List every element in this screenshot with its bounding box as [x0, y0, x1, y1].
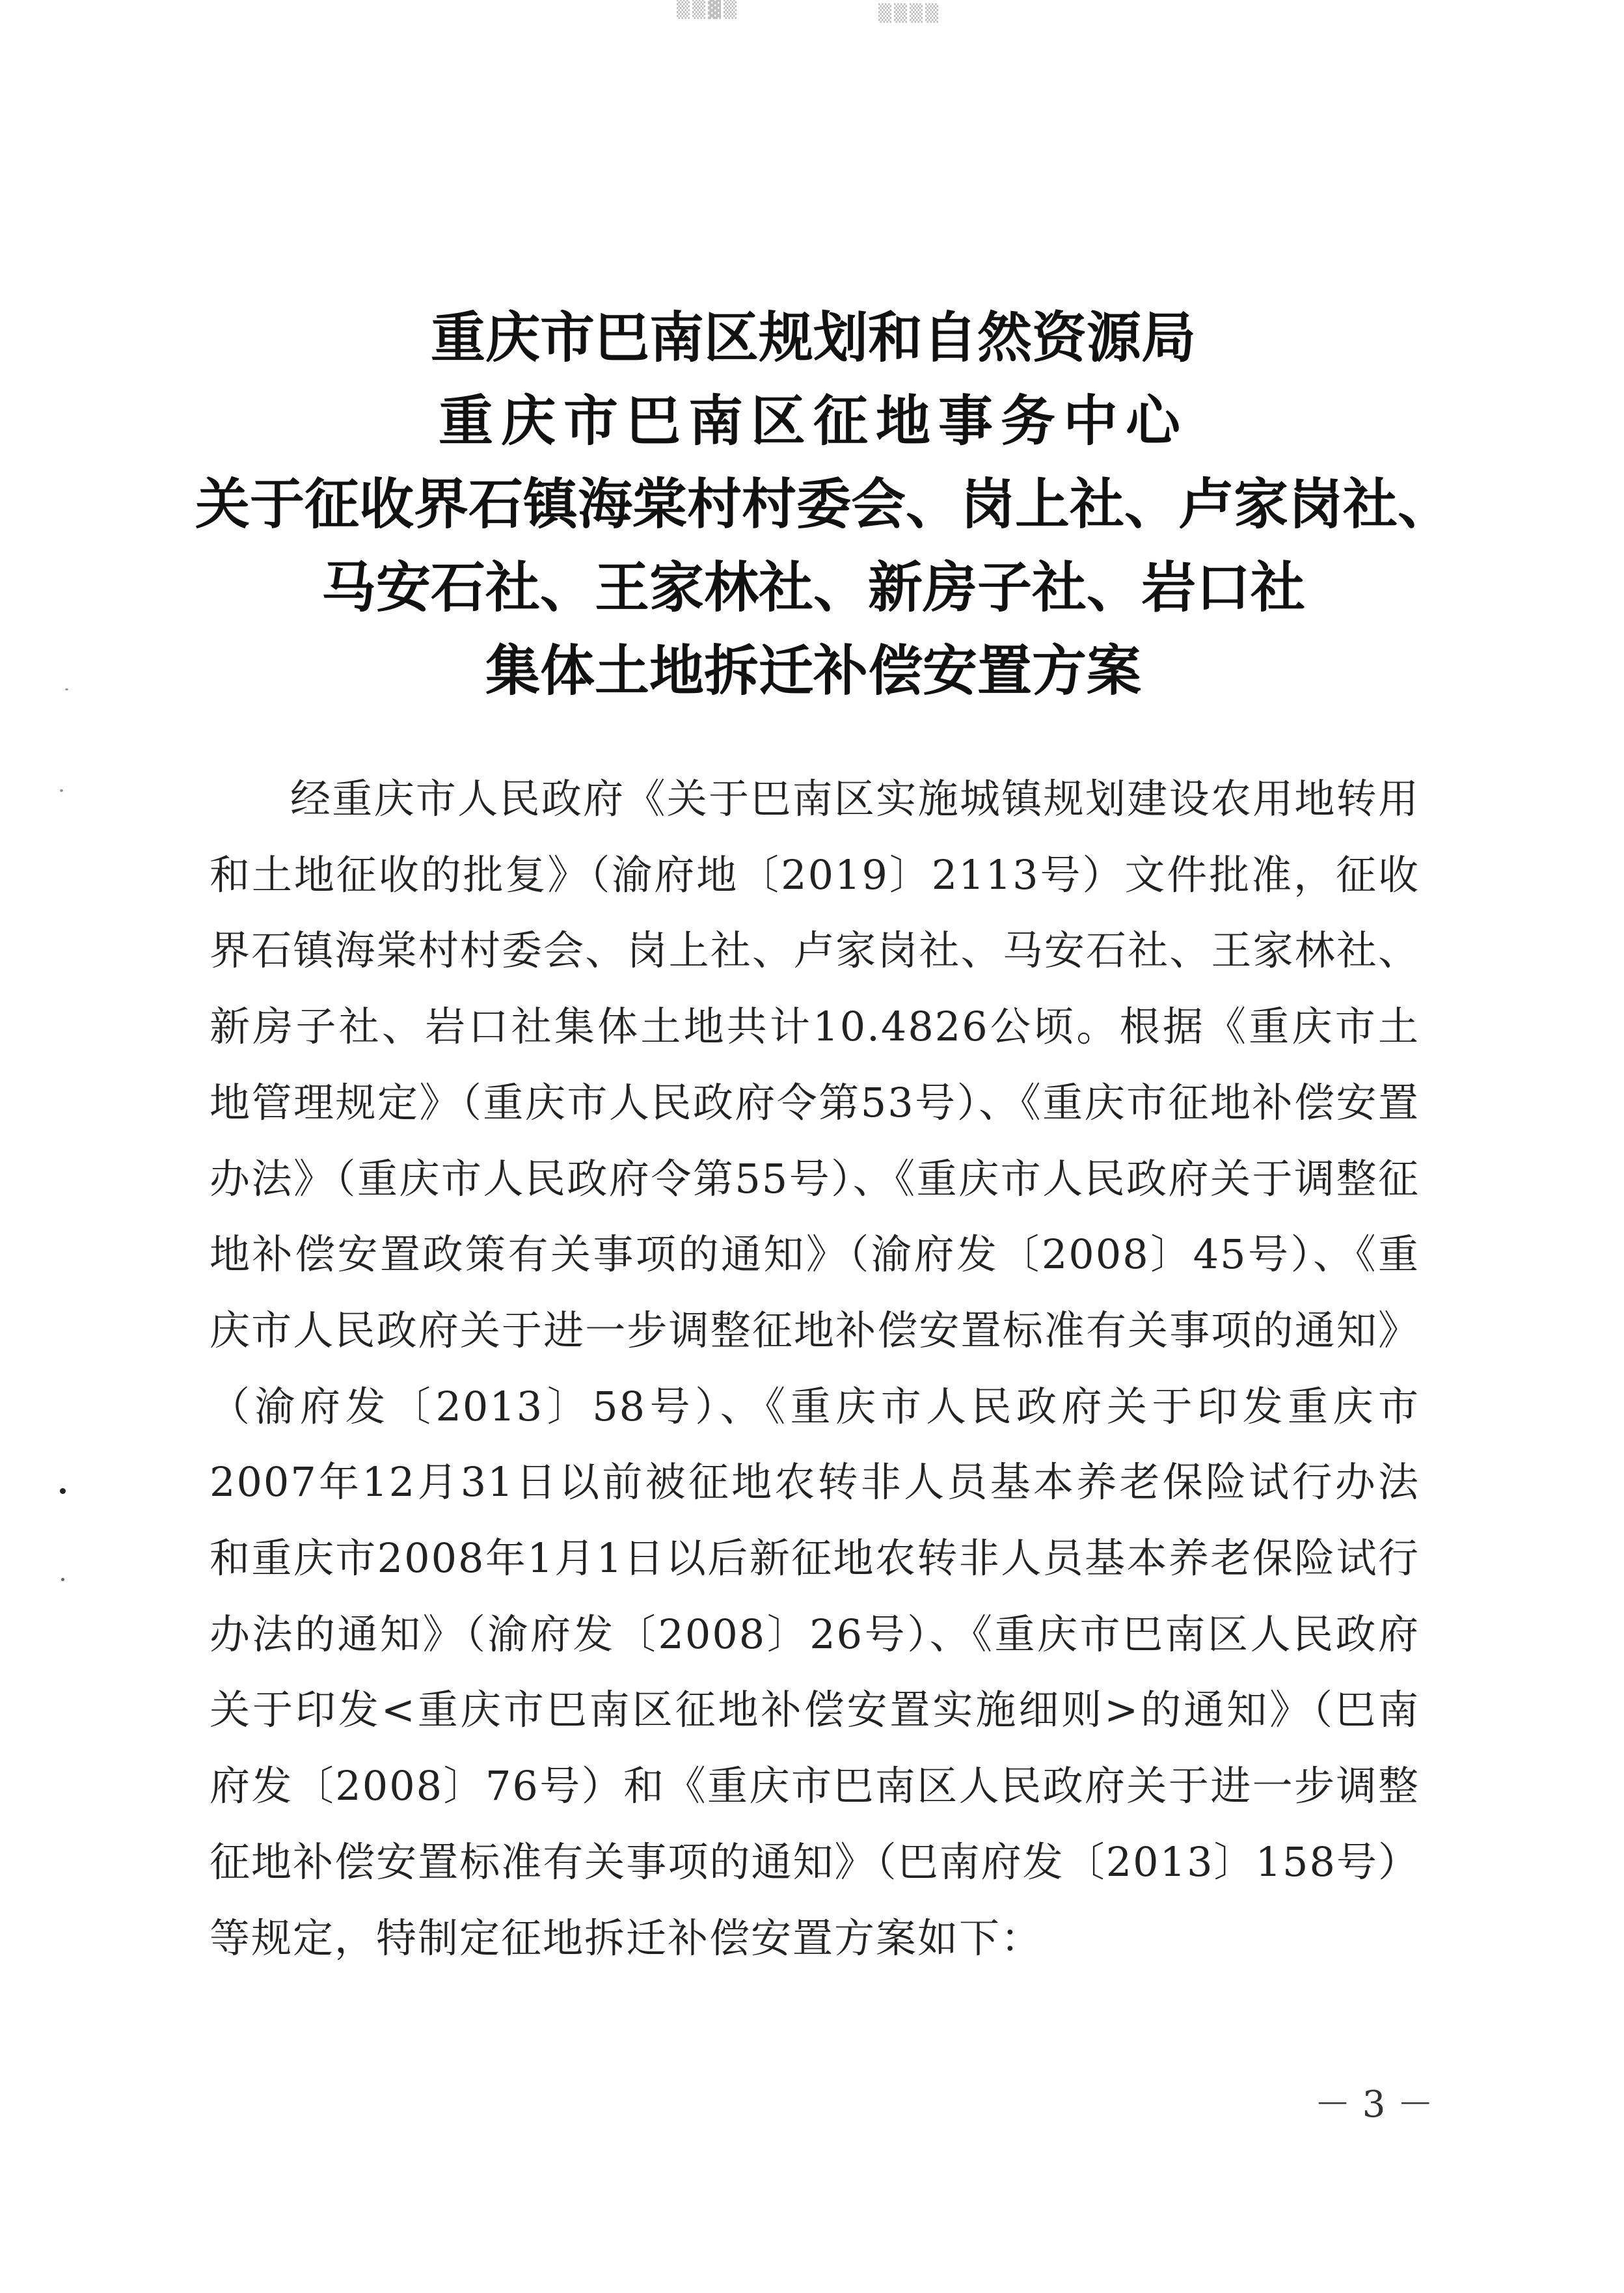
title-line-1: 重庆市巴南区规划和自然资源局 [430, 305, 1196, 370]
body-paragraph: 经重庆市人民政府《关于巴南区实施城镇规划建设农用地转用和土地征收的批复》（渝府地〔2019〕2113号）文件批准，征收界石镇海棠村村委会、岗上社、卢家岗社、马安石社、王家林社、新房子社、岩口社集体土地共计10.4826公顷。根据《重庆市土地管理规定》（重庆市人民政府令第53号）、《重庆市征地补偿安置办法》（重庆市人民政府令第55号）、《重庆市人民政府关于调整征地补偿安置政策有关事项的通知》（渝府发〔2008〕45号）、《重庆市人民政府关于进一步调整征地补偿安置标准有关事项的通知》（渝府发〔2013〕58号）、《重庆市人民政府关于印发重庆市2007年12月31日以前被征地农转非人员基本养老保险试行办法和重庆市2008年1月1日以后新征地农转非人员基本养老保险试行办法的通知》（渝府发〔2008〕26号）、《重庆市巴南区人民政府关于印发<重庆市巴南区征地补偿安置实施细则>的通知》（巴南府发〔2008〕76号）和《重庆市巴南区人民政府关于进一步调整征地补偿安置标准有关事项的通知》（巴南府发〔2013〕158号）等规定，特制定征地拆迁补偿安置方案如下： [210, 775, 1420, 1962]
title-line-3: 关于征收界石镇海棠村村委会、岗上社、卢家岗社、 [195, 472, 1453, 536]
scan-artifact-left: ▒▒▓▒ [677, 0, 739, 20]
margin-speck [60, 789, 63, 792]
margin-speck [60, 1488, 66, 1494]
title-line-4: 马安石社、王家林社、新房子社、岩口社 [321, 555, 1305, 619]
scan-artifact-right: ▒▒▒▒ [878, 4, 941, 23]
margin-speck [61, 1578, 64, 1581]
margin-speck [65, 688, 68, 690]
title-line-2: 重庆市巴南区征地事务中心 [438, 388, 1188, 453]
title-line-5: 集体土地拆迁补偿安置方案 [485, 638, 1141, 703]
document-title [195, 296, 1453, 712]
page-number: － 3 － [1314, 2083, 1434, 2126]
